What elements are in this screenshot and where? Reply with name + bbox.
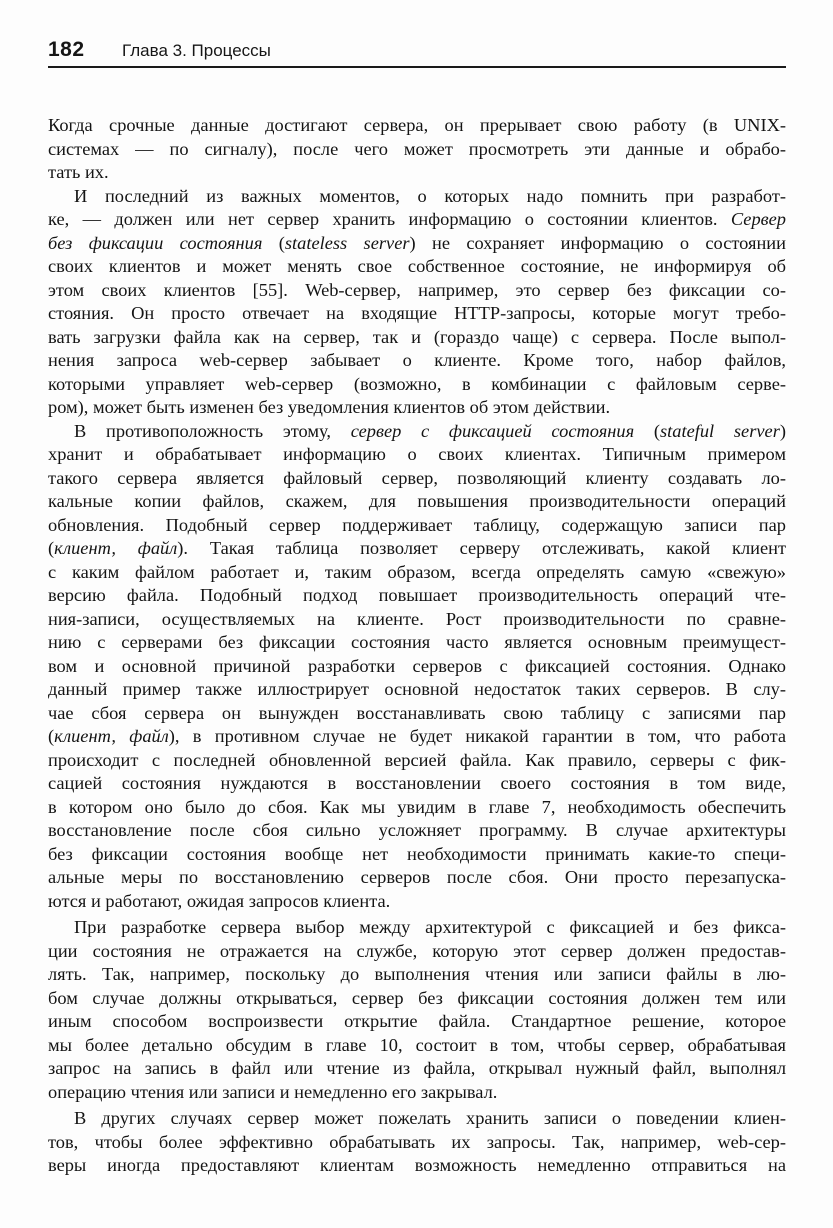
text-run: ( [48, 726, 55, 746]
text-line [48, 161, 786, 185]
text-run: ции состояния не отражается на службе, которую этот сервер должен предостав- [48, 940, 786, 961]
text-line [48, 1010, 786, 1034]
text-run: системах — по сигналу), после чего может просмотреть эти данные и обрабо- [48, 138, 786, 159]
text-line [48, 185, 786, 209]
italic-term: сервер с фиксацией состояния [350, 420, 635, 441]
text-run: с каким файлом работает и, таким образом, всегда определять самую «свежую» [48, 561, 786, 582]
text-line [48, 819, 786, 843]
text-line [48, 725, 786, 749]
text-line [48, 396, 786, 420]
text-run: веры иногда предоставляют клиентам возможность немедленно отправиться на [48, 1155, 786, 1175]
text-line [48, 114, 786, 138]
text-line [48, 749, 786, 773]
text-run: ке, — должен или нет сервер хранить информацию о состоянии клиентов. [48, 209, 731, 229]
text-line [48, 796, 786, 820]
text-line [48, 420, 786, 444]
text-line [48, 1131, 786, 1155]
text-line [48, 349, 786, 373]
text-line [48, 326, 786, 350]
text-line [48, 655, 786, 679]
text-line [48, 702, 786, 726]
italic-term: stateless server [284, 232, 410, 253]
text-line [48, 537, 786, 561]
text-run: ) не сохраняет информацию о состоянии [409, 232, 786, 253]
text-line [48, 443, 786, 467]
text-line [48, 963, 786, 987]
text-run: иным способом воспроизвести открытие файла. Стандартное решение, которое [48, 1011, 786, 1031]
text-run: сацией состояния нуждаются в восстановлении своего состояния в том виде, [48, 773, 786, 793]
text-line [48, 866, 786, 890]
text-run: ( [634, 420, 661, 441]
text-run: вать загрузки файла как на сервер, так и (гораздо чаще) с сервера. После выпол- [48, 326, 786, 347]
text-line [48, 490, 786, 514]
text-run: своих клиентов и может менять свое собственное состояние, не информируя об [48, 256, 786, 276]
text-run: происходит с последней обновленной версией файла. Как правило, серверы с фик- [48, 749, 786, 770]
text-run: И последний из важных моментов, о которых надо помнить при разработ- [74, 185, 786, 206]
text-run: нения запроса web-сервер забывает о клиенте. Кроме того, набор файлов, [48, 350, 786, 370]
text-run: мы более детально обсудим в главе 10, состоит в том, чтобы сервер, обрабатывая [48, 1034, 786, 1055]
text-run: ются и работают, ожидая запросов клиента. [48, 890, 391, 911]
text-line [48, 255, 786, 279]
text-run: альные меры по восстановлению серверов после сбоя. Они просто перезапуска- [48, 867, 786, 887]
text-run: чае сбоя сервера он вынужден восстанавливать свою таблицу с записями пар [48, 702, 786, 723]
text-line [48, 514, 786, 538]
text-run: кальные копии файлов, скажем, для повышения производительности операций [48, 491, 786, 511]
text-run: ) [779, 420, 786, 441]
text-run: стояния. Он просто отвечает на входящие HTTP-запросы, которые могут требо- [48, 303, 786, 323]
text-run: ( [48, 538, 55, 558]
text-line [48, 631, 786, 655]
text-run: В противоположность этому, [74, 420, 351, 441]
italic-term: без фиксации состояния [48, 232, 263, 253]
text-line [48, 678, 786, 702]
chapter-title: Глава 3. Процессы [122, 41, 271, 60]
text-run: При разработке сервера выбор между архитектурой с фиксацией и без фикса- [74, 917, 786, 937]
italic-term: stateful server [660, 420, 780, 441]
text-run: данный пример также иллюстрирует основной недостаток таких серверов. В слу- [48, 679, 786, 699]
text-line [48, 608, 786, 632]
text-line [48, 987, 786, 1011]
italic-term: клиент, файл [54, 726, 169, 746]
text-run: восстановление после сбоя сильно усложняет программу. В случае архитектуры [48, 820, 786, 840]
italic-term: Сервер [730, 209, 786, 229]
text-line [48, 232, 786, 256]
text-run: бом случае должны открываться, сервер без фиксации состояния должен тем или [48, 987, 786, 1008]
text-run: тов, чтобы более эффективно обрабатывать их запросы. Так, например, web-сер- [48, 1131, 786, 1152]
text-run: нию с серверами без фиксации состояния часто является основным преимущест- [48, 632, 786, 652]
text-run: операцию чтения или записи и немедленно его закрывал. [48, 1081, 498, 1102]
text-run: без фиксации состояния вообще нет необходимости принимать какие-то специ- [48, 843, 786, 864]
text-run: версию файла. Подобный подход повышает производительность операций чте- [48, 585, 786, 605]
text-run: ( [262, 232, 285, 253]
text-run: ния-записи, осуществляемых на клиенте. Рост производительности по сравне- [48, 608, 786, 629]
text-line [48, 302, 786, 326]
text-line [48, 916, 786, 940]
text-run: вом и основной причиной разработки серверов с фиксацией состояния. Однако [48, 655, 786, 676]
text-line [48, 467, 786, 491]
text-run: такого сервера является файловый сервер, позволяющий клиенту создавать ло- [48, 467, 786, 488]
text-line [48, 138, 786, 162]
text-line [48, 1034, 786, 1058]
text-run: этом своих клиентов [55]. Web-сервер, например, это сервер без фиксации со- [48, 279, 786, 300]
text-run: запрос на запись в файл или чтение из файла, открывал нужный файл, выполнял [48, 1058, 786, 1078]
text-line [48, 1081, 786, 1105]
body-text [48, 114, 786, 1178]
text-line [48, 843, 786, 867]
text-line [48, 279, 786, 303]
text-line [48, 1057, 786, 1081]
italic-term: клиент, файл [54, 538, 178, 558]
text-run: Когда срочные данные достигают сервера, он прерывает свою работу (в UNIX- [48, 115, 786, 135]
page-number: 182 [48, 38, 85, 61]
text-run: тать их. [48, 162, 109, 182]
text-run: ), в противном случае не будет никакой гарантии в том, что работа [168, 726, 787, 746]
text-run: хранит и обрабатывает информацию о своих клиентах. Типичным примером [48, 444, 786, 464]
text-line [48, 373, 786, 397]
text-run: ром), может быть изменен без уведомления клиентов об этом действии. [48, 397, 611, 417]
text-line [48, 208, 786, 232]
text-line [48, 584, 786, 608]
text-run: лять. Так, например, поскольку до выполнения чтения или записи файлы в лю- [48, 964, 786, 984]
text-line [48, 940, 786, 964]
text-line [48, 1107, 786, 1131]
running-header [48, 36, 786, 68]
text-run: в котором оно было до сбоя. Как мы увидим в главе 7, необходимость обеспечить [48, 796, 786, 817]
text-run: В других случаях сервер может пожелать хранить записи о поведении клиен- [74, 1108, 786, 1128]
text-line [48, 890, 786, 914]
text-run: обновления. Подобный сервер поддерживает таблицу, содержащую записи пар [48, 514, 786, 535]
text-run: которыми управляет web-сервер (возможно, в комбинации с файловым серве- [48, 373, 786, 394]
text-run: ). Такая таблица позволяет серверу отслеживать, какой клиент [177, 538, 787, 558]
text-line [48, 561, 786, 585]
text-line [48, 1154, 786, 1178]
text-line [48, 772, 786, 796]
